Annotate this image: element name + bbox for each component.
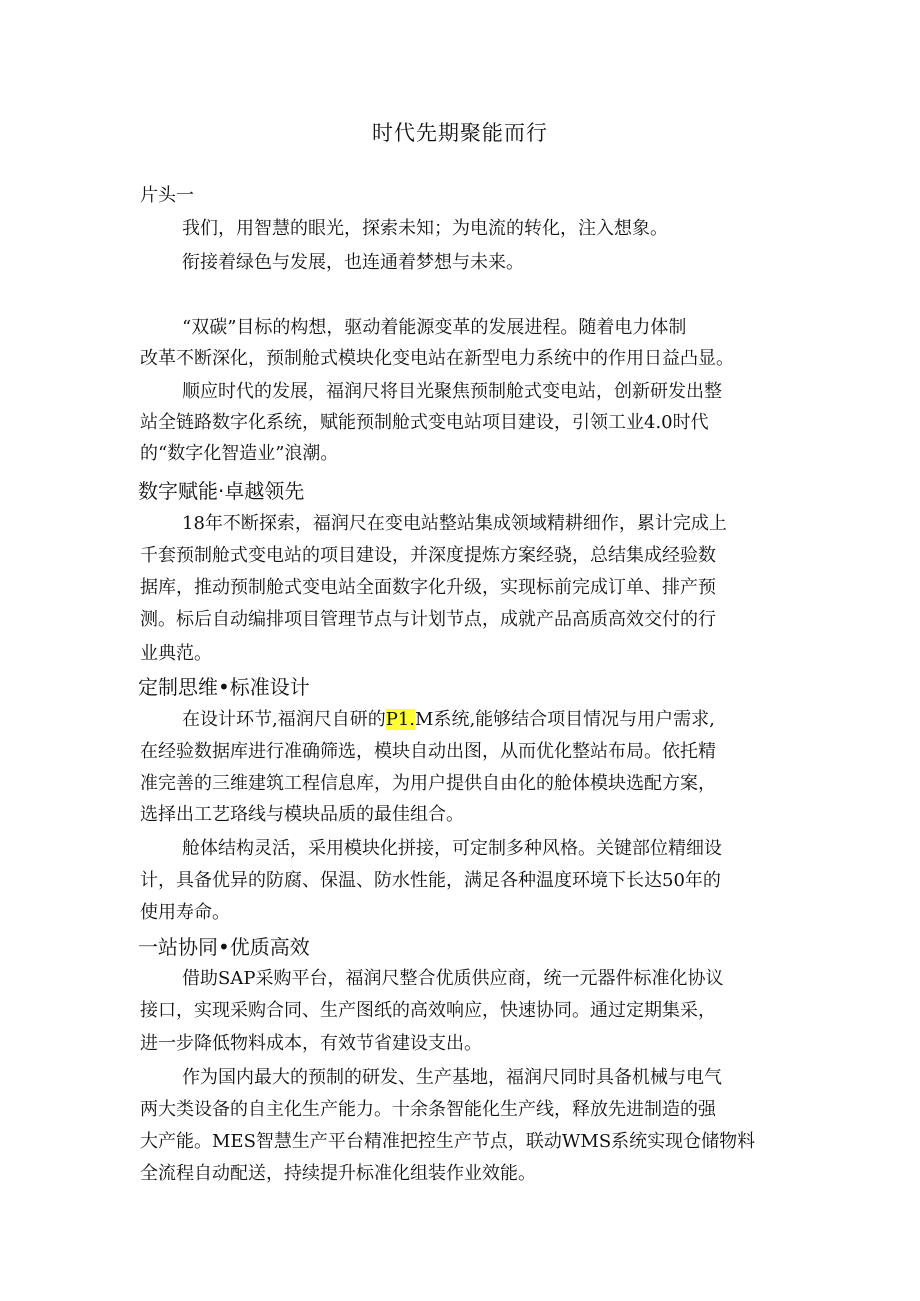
section3-line: 接口，实现采购合同、生产图纸的高效响应，快速协同。通过定期集采， [140, 1000, 716, 1021]
lead-p1-line: 改革不断深化，预制舱式模块化变电站在新型电力系统中的作用日益凸显。 [140, 348, 734, 369]
section3-line: 借助SAP采购平台，福润尺整合优质供应商，统一元器件标准化协议 [182, 968, 724, 989]
section1-line: 业典范。 [140, 643, 212, 664]
section2-line: 使用寿命。 [140, 902, 230, 923]
section-heading: 定制思维•标准设计 [138, 675, 310, 699]
section3-line: 大产能。MES智慧生产平台精准把控生产节点，联动WMS系统实现仓储物料 [140, 1131, 756, 1152]
lead-p2-line: 顺应时代的发展，福润尺将目光聚焦预制舱式变电站，创新研发出整 [182, 381, 722, 402]
section2-line: 计，具备优异的防腐、保温、防水性能，满足各种温度环境下长达50年的 [140, 870, 721, 891]
intro-line: 我们，用智慧的眼光，探索未知；为电流的转化，注入想象。 [182, 218, 668, 239]
intro-label: 片头一 [140, 185, 194, 206]
lead-p2-line: 站全链路数字化系统，赋能预制舱式变电站项目建设，引领工业4.0时代 [140, 412, 709, 433]
section2-line: 选择出工艺珞线与模块品质的最佳组合。 [140, 804, 464, 825]
section2-line: 在经验数据库进行准确筛选，模块自动出图，从而优化整站布局。依托精 [140, 741, 716, 762]
section2-line: 准完善的三维建筑工程信息库，为用户提供自由化的舱体模块选配方案， [140, 773, 716, 794]
section-heading: 一站协同•优质高效 [138, 935, 310, 959]
section2-text: M系统,能够结合项目情况与用户需求, [415, 709, 715, 730]
section1-line: 据库，推动预制舱式变电站全面数字化升级，实现标前完成订单、排产预 [140, 577, 716, 598]
section3-line: 全流程自动配送，持续提升标准化组装作业效能。 [140, 1163, 536, 1184]
lead-p2-line: 的“数字化智造业”浪潮。 [140, 443, 339, 464]
section3-line: 作为国内最大的预制的研发、生产基地，福润尺同时具备机械与电气 [182, 1067, 722, 1088]
section1-line: 千套预制舱式变电站的项目建设，并深度提炼方案经骁，总结集成经验数 [140, 545, 716, 566]
section2-text: 在设计环节,福润尺自研的 [182, 709, 386, 730]
section1-line: 18年不断探索，福润尺在变电站整站集成领域精耕细作，累计完成上 [182, 513, 727, 534]
intro-line: 衔接着绿色与发展，也连通着梦想与未来。 [182, 252, 524, 273]
section-heading: 数字赋能·卓越领先 [138, 479, 305, 503]
section2-line: 舱体结构灵活，采用模块化拼接，可定制多种风格。关键部位精细设 [182, 838, 722, 859]
lead-p1-line: “双碳”目标的构想，驱动着能源变革的发展进程。随着电力体制 [182, 317, 687, 338]
section3-line: 两大类设备的自主化生产能力。十余条智能化生产线，释放先进制造的强 [140, 1099, 716, 1120]
section2-line [182, 707, 832, 733]
highlighted-text: P1. [385, 709, 416, 730]
section3-line: 进一步降低物料成本，有效节省建设支出。 [140, 1033, 482, 1054]
document-title: 时代先期聚能而行 [372, 121, 548, 145]
section1-line: 测。标后自动编排项目管理节点与计划节点，成就产品高质高效交付的行 [140, 609, 716, 630]
